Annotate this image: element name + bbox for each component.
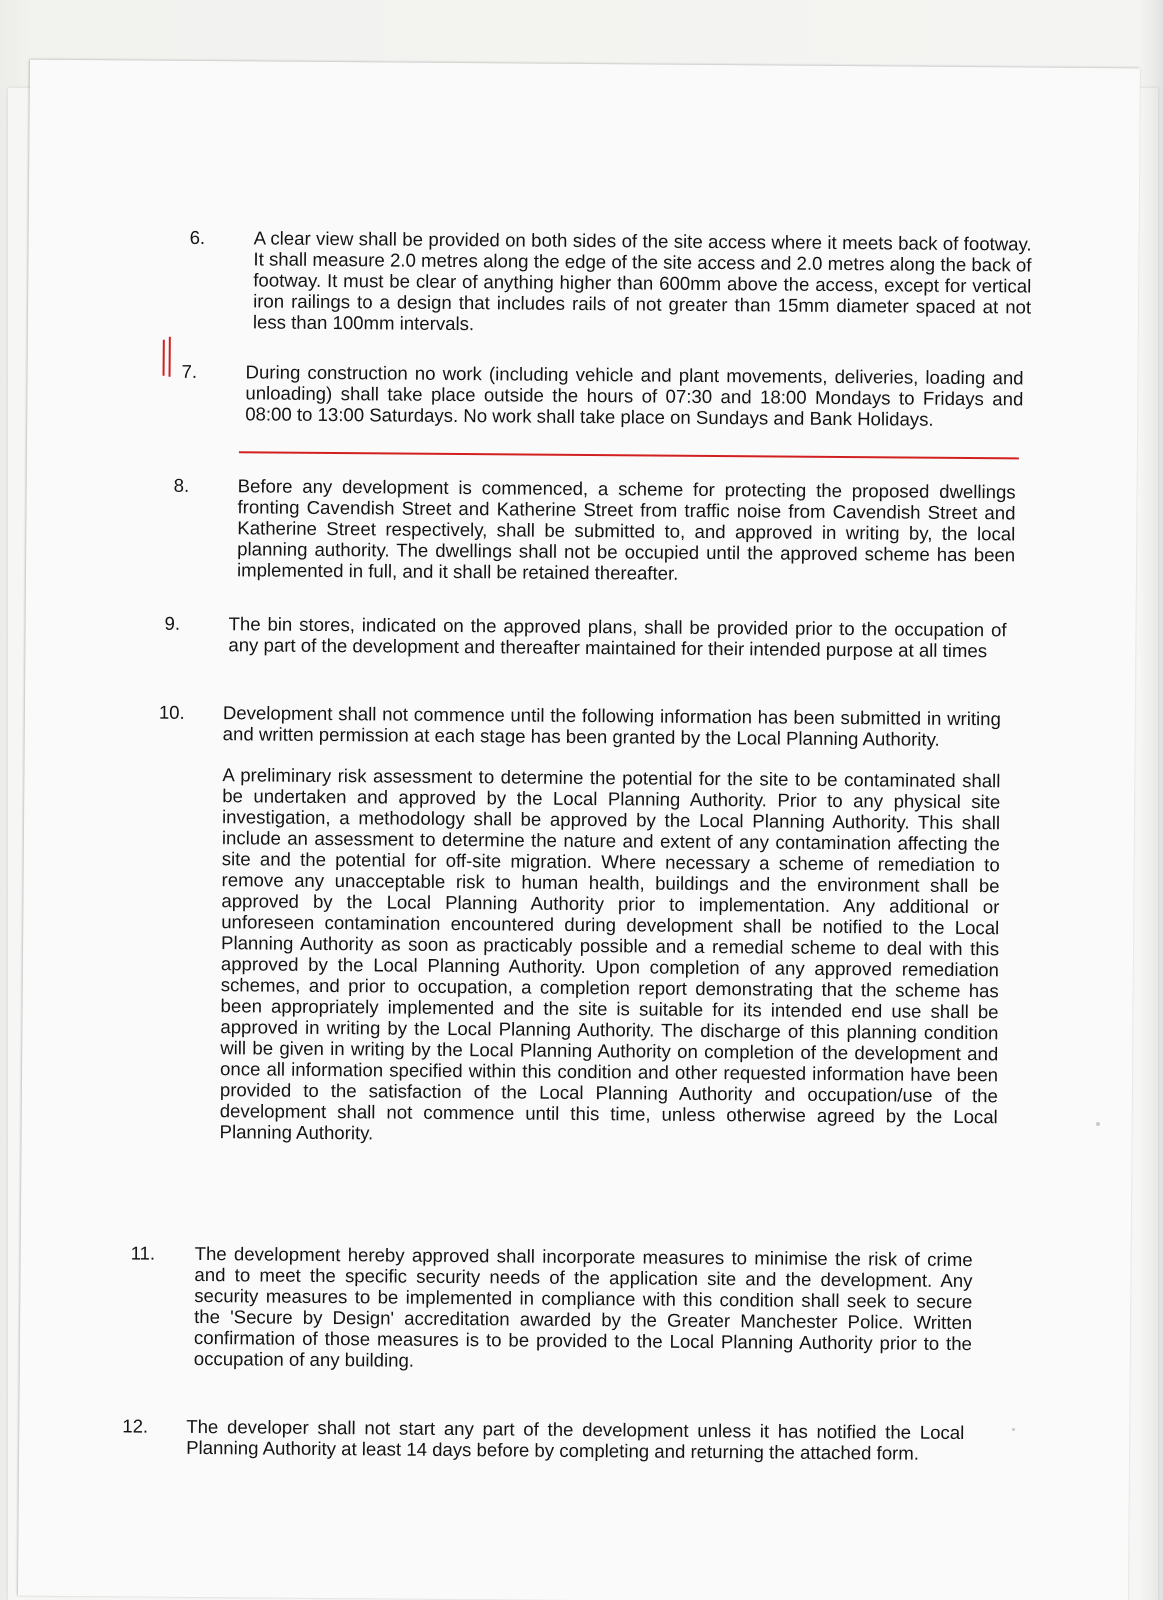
condition-text: The bin stores, indicated on the approved plans, shall be provided prior to the occupation of any part of the development and thereafter maintained for their intended purpose at all times: [228, 613, 1007, 662]
condition-6: [189, 226, 1032, 338]
condition-text: Development shall not commence until the following information has been submitted in writing and written permission at each stage has been granted by the Local Planning Authority.: [222, 702, 1001, 750]
red-underline: [239, 451, 1019, 459]
condition-number: 7.: [181, 360, 198, 382]
condition-number: 6.: [189, 226, 206, 249]
margin-mark-left: [163, 340, 165, 376]
condition-text: A clear view shall be provided on both sides of the site access where it meets back of footway. It shall measure 2.0 metres along the edge of the site access and 2.0 metres along the back of footway. It must be clear of anything higher than 600mm above the access, except for vertical iron railings to a design that includes rails of not greater than 15mm diameter spaced at not less than 100mm intervals.: [252, 227, 1032, 335]
condition-10: [158, 701, 1001, 1148]
scan-speck: [1096, 1122, 1100, 1126]
condition-7: [181, 360, 1024, 430]
scan-edge-shadow: [1139, 0, 1163, 1600]
condition-text: During construction no work (including vehicle and plant movements, deliveries, loading and unloading) shall take place outside the hours of 07:30 and 18:00 Mondays to Fridays and 08:00 to 13:00 Saturdays. No work shall take place on Sundays and Bank Holidays.: [245, 361, 1024, 430]
condition-12: [122, 1415, 965, 1464]
condition-number: 8.: [173, 474, 190, 496]
condition-text: The development hereby approved shall incorporate measures to minimise the risk of crime and to meet the specific security needs of the application site and the development. Any security measures to be implemented in compliance with this condition shall seek to secure the 'Secure by Design' accreditation awarded by the Greater Manchester Police. Written confirmation of those measures is to be provided to the Local Planning Authority prior to the occupation of any building.: [193, 1242, 973, 1371]
condition-number: 9.: [164, 612, 181, 634]
condition-number: 11.: [130, 1242, 156, 1264]
scan-speck: [1012, 1428, 1015, 1431]
condition-8: [173, 474, 1016, 586]
document-page: [18, 60, 1140, 1600]
condition-number: 10.: [158, 701, 185, 723]
condition-9: [164, 612, 1007, 662]
condition-number: 12.: [122, 1415, 149, 1437]
condition-text: The developer shall not start any part of the development unless it has notified the Local Planning Authority at least 14 days before by completing and returning the attached form.: [186, 1415, 965, 1464]
condition-text: Before any development is commenced, a scheme for protecting the proposed dwellings fronting Cavendish Street and Katherine Street from traffic noise from Cavendish Street and Katherine Street respectively, shall be submitted to, and approved in writing by, the local planning authority. The dwellings shall not be occupied until the approved scheme has been implemented in full, and it shall be retained thereafter.: [236, 475, 1016, 584]
condition-11: [130, 1242, 973, 1375]
margin-mark-right: [169, 337, 171, 377]
condition-text: A preliminary risk assessment to determine the potential for the site to be contaminated shall be undertaken and approved by the Local Planning Authority. Prior to any physical site investigation, a methodology shall be approved by the Local Planning Authority. This shall include an assessment to determine the nature and extent of any contamination affecting the site and the potential for off-site migration. Where necessary a scheme of remediation to remove any unacceptable risk to human health, buildings and the environment shall be approved by the Local Planning Authority prior to implementation. Any additional or unforeseen contamination encountered during development shall be notified to the Local Planning Authority as soon as practicably possible and a remedial scheme to deal with this approved by the Local Planning Authority. Upon completion of any approved remediation schemes, and prior to occupation, a completion report demonstrating that the scheme has been appropriately implemented and the site is suitable for its intended end use shall be approved in writing by the Local Planning Authority. The discharge of this planning condition will be given in writing by the Local Planning Authority on completion of the development and once all information specified within this condition and other requested information have been provided to the satisfaction of the Local Planning Authority and occupation/use of the development shall not commence until this time, unless otherwise agreed by the Local Planning Authority.: [219, 764, 1001, 1144]
